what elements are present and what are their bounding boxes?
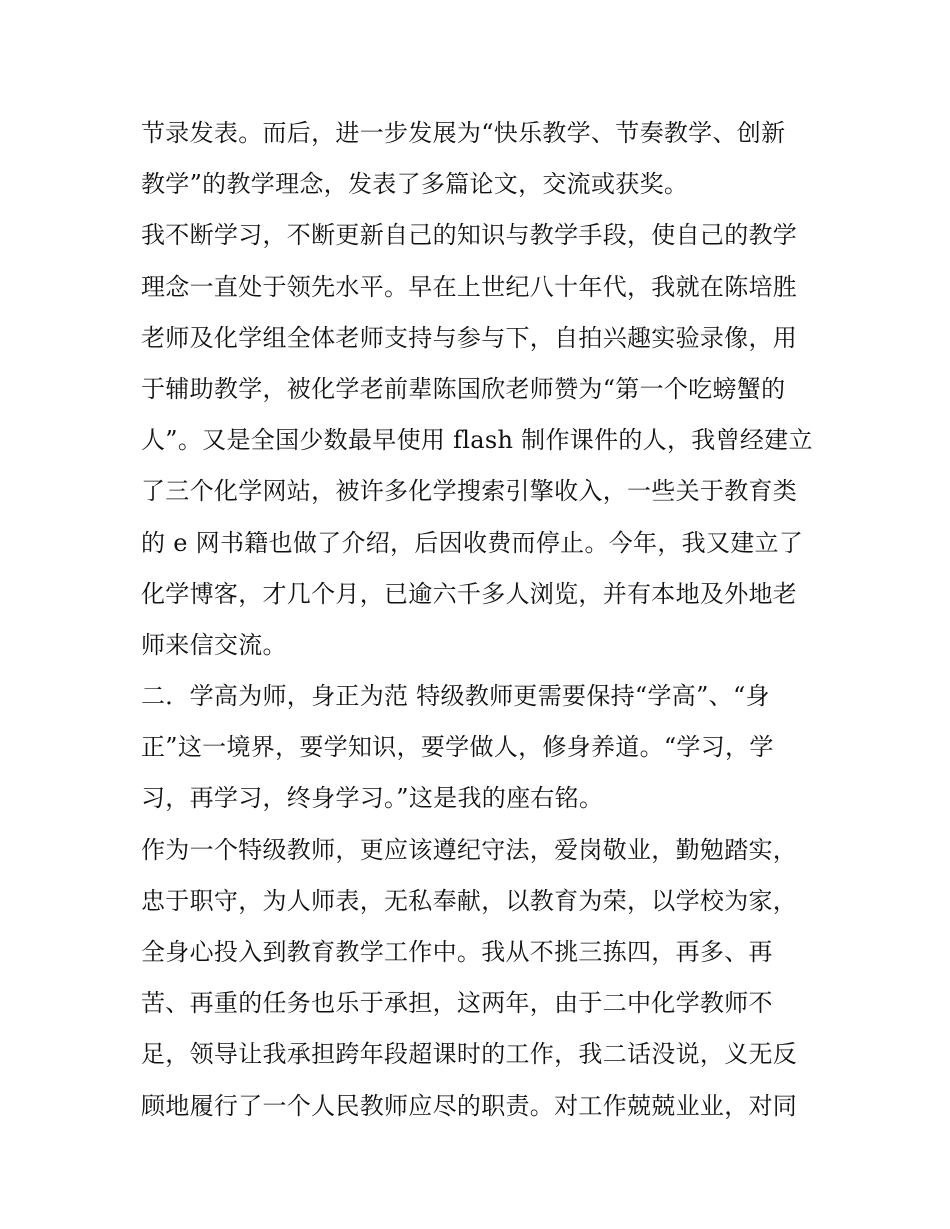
text-line: 于辅助教学，被化学老前辈陈国欣老师赞为“第一个吃螃蟹的 (141, 374, 786, 403)
text-line: 足，领导让我承担跨年段超课时的工作，我二话没说，义无反 (141, 1040, 798, 1069)
text-line: 忠于职守，为人师表，无私奉献，以教育为荣，以学校为家， (141, 886, 798, 915)
text-line: 了三个化学网站，被许多化学搜索引擎收入，一些关于教育类 (141, 477, 798, 506)
text-line: 节录发表。而后，进一步发展为“快乐教学、节奏教学、创新 (141, 119, 786, 147)
text-line: 二．学高为师，身正为范 特级教师更需要保持“学高”、“身 (141, 682, 770, 711)
text-line: 理念一直处于领先水平。早在上世纪八十年代，我就在陈培胜 (141, 272, 798, 301)
text-line: 习，再学习，终身学习。”这是我的座右铭。 (141, 784, 604, 813)
text-line: 的 e 网书籍也做了介绍，后因收费而停止。今年，我又建立了 (141, 528, 804, 557)
text-line: 作为一个特级教师，更应该遵纪守法，爱岗敬业，勤勉踏实， (141, 835, 798, 864)
text-line: 我不断学习，不断更新自己的知识与教学手段，使自己的教学 (141, 221, 798, 250)
text-line: 苦、再重的任务也乐于承担，这两年，由于二中化学教师不 (141, 989, 773, 1018)
text-line: 正”这一境界，要学知识，要学做人，修身养道。“学习，学 (141, 733, 774, 762)
text-line: 老师及化学组全体老师支持与参与下，自拍兴趣实验录像，用 (141, 323, 798, 352)
text-line: 顾地履行了一个人民教师应尽的职责。对工作兢兢业业，对同 (141, 1091, 798, 1120)
text-line: 教学”的教学理念，发表了多篇论文，交流或获奖。 (141, 170, 689, 199)
text-line: 全身心投入到教育教学工作中。我从不挑三拣四，再多、再 (141, 938, 773, 966)
body-text (141, 108, 821, 1132)
text-line: 师来信交流。 (141, 630, 287, 659)
text-line: 化学博客，才几个月，已逾六千多人浏览，并有本地及外地老 (141, 579, 798, 608)
text-line: 人”。又是全国少数最早使用 flash 制作课件的人，我曾经建立 (141, 426, 813, 455)
